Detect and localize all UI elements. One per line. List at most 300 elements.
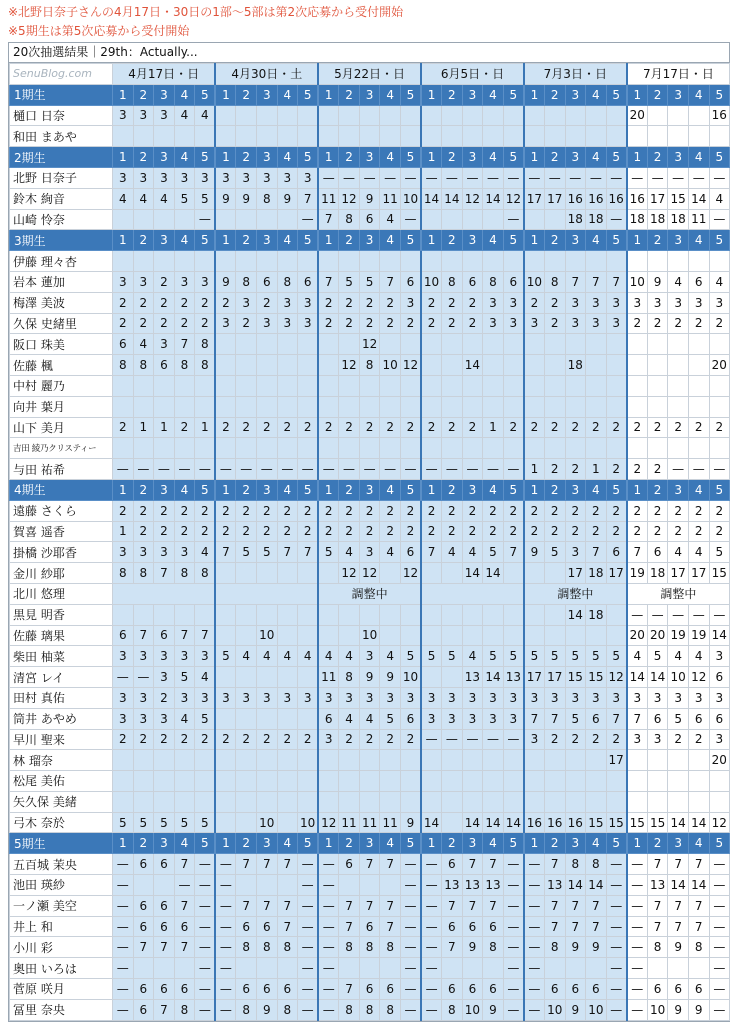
result-cell: 2	[154, 271, 175, 292]
result-cell: 12	[688, 667, 709, 688]
result-cell: 3	[688, 687, 709, 708]
result-cell: 8	[339, 209, 360, 230]
result-cell: 7	[668, 895, 689, 916]
result-cell: 2	[318, 417, 339, 438]
result-cell	[215, 708, 236, 729]
result-cell	[421, 126, 442, 147]
result-cell: 8	[339, 667, 360, 688]
result-cell: 5	[215, 646, 236, 667]
part-number: 4	[483, 84, 504, 105]
result-cell	[318, 105, 339, 126]
result-cell	[277, 563, 298, 584]
result-cell: 12	[318, 812, 339, 833]
result-cell: 2	[709, 417, 730, 438]
result-cell: 4	[195, 105, 216, 126]
result-cell	[524, 604, 545, 625]
result-cell: 6	[586, 708, 607, 729]
result-cell: 4	[154, 188, 175, 209]
result-cell: —	[627, 854, 648, 875]
result-cell: 3	[154, 334, 175, 355]
result-cell: 3	[688, 292, 709, 313]
result-cell: —	[503, 729, 524, 750]
result-cell: 3	[524, 313, 545, 334]
result-cell: 3	[277, 687, 298, 708]
result-cell: 7	[174, 895, 195, 916]
result-cell	[668, 126, 689, 147]
result-cell	[421, 334, 442, 355]
result-cell	[318, 251, 339, 272]
result-cell: 7	[627, 708, 648, 729]
part-number: 5	[400, 230, 421, 251]
part-number: 3	[565, 230, 586, 251]
result-cell: 4	[195, 542, 216, 563]
result-cell	[647, 375, 668, 396]
result-cell	[154, 750, 175, 771]
member-row	[10, 355, 730, 376]
part-number: 1	[113, 147, 134, 168]
result-cell: 3	[195, 687, 216, 708]
part-number: 3	[154, 84, 175, 105]
result-cell	[421, 791, 442, 812]
result-cell: 7	[277, 854, 298, 875]
part-number: 5	[709, 833, 730, 854]
result-cell	[215, 105, 236, 126]
result-cell	[483, 126, 504, 147]
part-number: 5	[606, 479, 627, 500]
result-cell: 14	[688, 875, 709, 896]
part-number: 2	[647, 230, 668, 251]
result-cell: 5	[400, 646, 421, 667]
result-cell	[544, 396, 565, 417]
result-cell: 3	[462, 708, 483, 729]
result-cell: —	[483, 459, 504, 480]
result-cell	[257, 375, 278, 396]
result-cell: 3	[524, 729, 545, 750]
result-cell: —	[154, 459, 175, 480]
result-cell: 2	[442, 292, 463, 313]
result-cell	[400, 396, 421, 417]
result-cell	[647, 355, 668, 376]
member-row	[10, 708, 730, 729]
result-cell: 9	[400, 812, 421, 833]
result-cell: 14	[483, 563, 504, 584]
result-cell: —	[709, 167, 730, 188]
result-cell: —	[627, 916, 648, 937]
result-cell: 12	[400, 563, 421, 584]
result-cell: 2	[380, 313, 401, 334]
result-cell	[462, 625, 483, 646]
result-cell	[442, 771, 463, 792]
result-cell	[380, 126, 401, 147]
result-cell: 2	[668, 521, 689, 542]
result-cell: 7	[627, 542, 648, 563]
part-number: 3	[565, 84, 586, 105]
result-cell: 15	[586, 812, 607, 833]
result-cell	[606, 105, 627, 126]
part-number: 4	[483, 833, 504, 854]
result-cell	[133, 875, 154, 896]
result-cell: —	[318, 875, 339, 896]
part-number: 4	[380, 84, 401, 105]
result-cell	[215, 667, 236, 688]
result-cell	[627, 771, 648, 792]
result-cell	[688, 375, 709, 396]
result-cell: 7	[442, 895, 463, 916]
result-cell: 19	[627, 563, 648, 584]
result-cell	[606, 396, 627, 417]
part-number: 2	[339, 833, 360, 854]
result-cell	[503, 563, 524, 584]
result-cell	[709, 375, 730, 396]
result-cell: 7	[565, 271, 586, 292]
result-cell	[133, 750, 154, 771]
result-cell: 14	[668, 812, 689, 833]
result-cell	[586, 771, 607, 792]
result-cell: 3	[400, 687, 421, 708]
generation-header-row	[10, 833, 730, 854]
result-cell: 10	[380, 355, 401, 376]
result-cell: 3	[154, 667, 175, 688]
result-cell: 6	[544, 979, 565, 1000]
result-cell: 9	[483, 999, 504, 1020]
result-cell: 2	[215, 417, 236, 438]
part-number: 3	[257, 479, 278, 500]
result-cell	[174, 604, 195, 625]
part-number: 5	[709, 230, 730, 251]
result-cell: 2	[298, 729, 319, 750]
result-cell	[421, 625, 442, 646]
result-cell: 6	[586, 979, 607, 1000]
part-number: 5	[298, 84, 319, 105]
result-cell: 1	[113, 521, 134, 542]
result-cell: 3	[503, 313, 524, 334]
result-cell: 5	[257, 542, 278, 563]
member-row	[10, 438, 730, 459]
part-number: 2	[236, 833, 257, 854]
result-cell	[688, 438, 709, 459]
result-cell: 3	[380, 687, 401, 708]
result-cell: 5	[483, 646, 504, 667]
result-cell: 16	[565, 812, 586, 833]
result-cell: —	[400, 209, 421, 230]
member-row	[10, 791, 730, 812]
result-cell: —	[606, 895, 627, 916]
result-cell: 2	[174, 313, 195, 334]
result-cell: 3	[195, 167, 216, 188]
member-name: 吉田 綾乃クリスティー	[10, 438, 113, 459]
result-cell: —	[421, 958, 442, 979]
result-cell: 2	[668, 313, 689, 334]
result-cell: 3	[544, 687, 565, 708]
result-cell: 7	[586, 895, 607, 916]
result-cell: 5	[421, 646, 442, 667]
result-cell: 3	[174, 646, 195, 667]
part-number: 2	[133, 84, 154, 105]
result-cell	[277, 791, 298, 812]
result-cell: 6	[277, 979, 298, 1000]
result-cell: 10	[647, 999, 668, 1020]
result-cell: —	[483, 167, 504, 188]
result-cell	[195, 438, 216, 459]
result-cell	[318, 438, 339, 459]
result-cell: 12	[400, 355, 421, 376]
result-cell	[195, 791, 216, 812]
result-cell: 5	[195, 188, 216, 209]
result-cell: 6	[154, 979, 175, 1000]
result-cell: 2	[627, 313, 648, 334]
result-cell: 3	[647, 729, 668, 750]
result-cell: 5	[318, 542, 339, 563]
result-cell: 6	[483, 979, 504, 1000]
result-cell: 7	[647, 916, 668, 937]
result-cell: 3	[483, 708, 504, 729]
result-cell: 7	[380, 895, 401, 916]
result-cell	[257, 875, 278, 896]
result-cell	[565, 251, 586, 272]
result-cell: —	[113, 854, 134, 875]
result-cell: —	[339, 459, 360, 480]
result-cell: 3	[298, 292, 319, 313]
result-cell: 3	[586, 313, 607, 334]
result-cell: 9	[524, 542, 545, 563]
result-cell	[257, 438, 278, 459]
member-row	[10, 313, 730, 334]
result-cell: 9	[359, 667, 380, 688]
result-cell	[606, 334, 627, 355]
result-cell: 13	[503, 667, 524, 688]
result-cell	[339, 438, 360, 459]
result-cell	[442, 209, 463, 230]
result-cell	[421, 396, 442, 417]
result-cell	[154, 209, 175, 230]
generation-label: 5期生	[10, 833, 113, 854]
result-cell: 20	[627, 105, 648, 126]
result-cell: 18	[647, 209, 668, 230]
result-cell: —	[113, 958, 134, 979]
result-cell	[544, 251, 565, 272]
result-cell: —	[318, 999, 339, 1020]
result-cell	[688, 791, 709, 812]
result-cell	[339, 875, 360, 896]
result-cell	[154, 375, 175, 396]
result-cell: —	[195, 999, 216, 1020]
part-number: 2	[544, 147, 565, 168]
result-cell: 2	[339, 521, 360, 542]
result-cell: 5	[133, 812, 154, 833]
result-cell: 2	[565, 417, 586, 438]
result-cell	[215, 126, 236, 147]
result-cell: 8	[277, 999, 298, 1020]
result-cell: 7	[688, 916, 709, 937]
result-cell: 11	[339, 812, 360, 833]
result-cell: 10	[586, 999, 607, 1020]
result-cell: —	[400, 916, 421, 937]
result-cell	[277, 209, 298, 230]
result-cell: 2	[174, 729, 195, 750]
result-cell	[421, 251, 442, 272]
result-cell: —	[688, 604, 709, 625]
result-cell	[380, 750, 401, 771]
result-cell: 14	[503, 812, 524, 833]
result-cell: —	[400, 999, 421, 1020]
member-name: 樋口 日奈	[10, 105, 113, 126]
member-row	[10, 105, 730, 126]
result-cell: 8	[359, 999, 380, 1020]
result-cell	[647, 126, 668, 147]
date-header: 7月17日・日	[627, 64, 730, 85]
result-cell: 2	[421, 521, 442, 542]
result-cell: —	[709, 209, 730, 230]
result-cell	[627, 251, 648, 272]
result-cell: 15	[586, 667, 607, 688]
member-row	[10, 604, 730, 625]
result-cell: —	[195, 209, 216, 230]
result-cell	[647, 334, 668, 355]
part-number: 5	[400, 84, 421, 105]
result-cell: 13	[647, 875, 668, 896]
result-cell: 10	[400, 667, 421, 688]
result-cell: 6	[154, 854, 175, 875]
result-cell: 3	[236, 167, 257, 188]
result-cell: 3	[359, 646, 380, 667]
result-cell	[483, 375, 504, 396]
result-cell	[442, 604, 463, 625]
result-cell: —	[400, 958, 421, 979]
member-row	[10, 209, 730, 230]
result-cell: 14	[688, 188, 709, 209]
result-cell: 3	[154, 646, 175, 667]
result-cell: 3	[709, 729, 730, 750]
part-number: 1	[215, 833, 236, 854]
result-cell: 2	[483, 521, 504, 542]
result-cell: 3	[154, 708, 175, 729]
result-cell	[236, 875, 257, 896]
result-cell	[647, 396, 668, 417]
result-cell	[503, 604, 524, 625]
result-cell: 3	[215, 313, 236, 334]
result-cell	[174, 396, 195, 417]
member-name: 中村 麗乃	[10, 375, 113, 396]
part-number: 3	[154, 147, 175, 168]
result-cell: 5	[668, 708, 689, 729]
result-cell	[688, 750, 709, 771]
result-cell: 7	[586, 542, 607, 563]
result-cell	[298, 771, 319, 792]
result-cell: 10	[257, 625, 278, 646]
result-cell: 3	[483, 687, 504, 708]
result-cell	[503, 750, 524, 771]
result-cell	[442, 438, 463, 459]
result-cell: 2	[380, 729, 401, 750]
part-number: 2	[339, 479, 360, 500]
result-cell: —	[627, 937, 648, 958]
result-cell: —	[113, 895, 134, 916]
result-cell: 4	[709, 271, 730, 292]
result-cell	[195, 375, 216, 396]
result-cell: 8	[339, 937, 360, 958]
result-cell: 2	[462, 500, 483, 521]
result-cell: 7	[339, 895, 360, 916]
result-cell: —	[606, 167, 627, 188]
result-cell: 2	[195, 292, 216, 313]
result-cell	[421, 105, 442, 126]
result-cell: 2	[421, 417, 442, 438]
result-cell	[339, 375, 360, 396]
part-number: 5	[709, 147, 730, 168]
result-cell	[215, 604, 236, 625]
result-cell: 6	[442, 854, 463, 875]
result-cell	[236, 126, 257, 147]
part-number: 5	[298, 833, 319, 854]
result-cell	[113, 604, 134, 625]
result-cell: —	[462, 167, 483, 188]
result-cell: —	[215, 958, 236, 979]
result-cell: 6	[133, 916, 154, 937]
result-cell: —	[113, 999, 134, 1020]
result-cell: —	[215, 916, 236, 937]
member-row	[10, 771, 730, 792]
result-cell: 7	[606, 708, 627, 729]
result-cell: —	[195, 895, 216, 916]
result-cell	[400, 750, 421, 771]
result-cell: 6	[462, 979, 483, 1000]
result-cell: 7	[339, 979, 360, 1000]
part-number: 1	[627, 147, 648, 168]
result-cell	[236, 750, 257, 771]
result-cell: —	[524, 895, 545, 916]
member-name: 井上 和	[10, 916, 113, 937]
result-cell: 7	[359, 854, 380, 875]
result-cell: 6	[400, 542, 421, 563]
part-number: 4	[277, 479, 298, 500]
part-number: 2	[133, 147, 154, 168]
result-cell: 14	[483, 667, 504, 688]
date-header: 5月22日・日	[318, 64, 421, 85]
result-cell: 17	[565, 563, 586, 584]
result-cell: 16	[606, 188, 627, 209]
result-cell	[400, 791, 421, 812]
result-cell: 2	[544, 459, 565, 480]
part-number: 5	[606, 230, 627, 251]
result-cell: 5	[174, 812, 195, 833]
member-row	[10, 812, 730, 833]
result-cell	[277, 334, 298, 355]
result-cell: —	[606, 937, 627, 958]
result-cell	[257, 750, 278, 771]
part-number: 1	[318, 230, 339, 251]
result-cell	[606, 771, 627, 792]
result-cell	[318, 791, 339, 812]
result-cell: —	[421, 916, 442, 937]
result-cell	[627, 438, 648, 459]
part-number: 4	[277, 147, 298, 168]
result-cell	[298, 251, 319, 272]
result-cell: —	[400, 937, 421, 958]
result-cell	[688, 355, 709, 376]
result-cell: 2	[606, 417, 627, 438]
part-number: 4	[688, 833, 709, 854]
result-cell: 4	[627, 646, 648, 667]
result-cell: 2	[668, 500, 689, 521]
result-cell: 6	[339, 854, 360, 875]
result-cell: 2	[359, 500, 380, 521]
result-cell: 10	[421, 271, 442, 292]
result-cell: 6	[154, 895, 175, 916]
part-number: 4	[277, 84, 298, 105]
part-number: 1	[627, 230, 648, 251]
result-cell: 2	[133, 500, 154, 521]
result-cell	[113, 251, 134, 272]
